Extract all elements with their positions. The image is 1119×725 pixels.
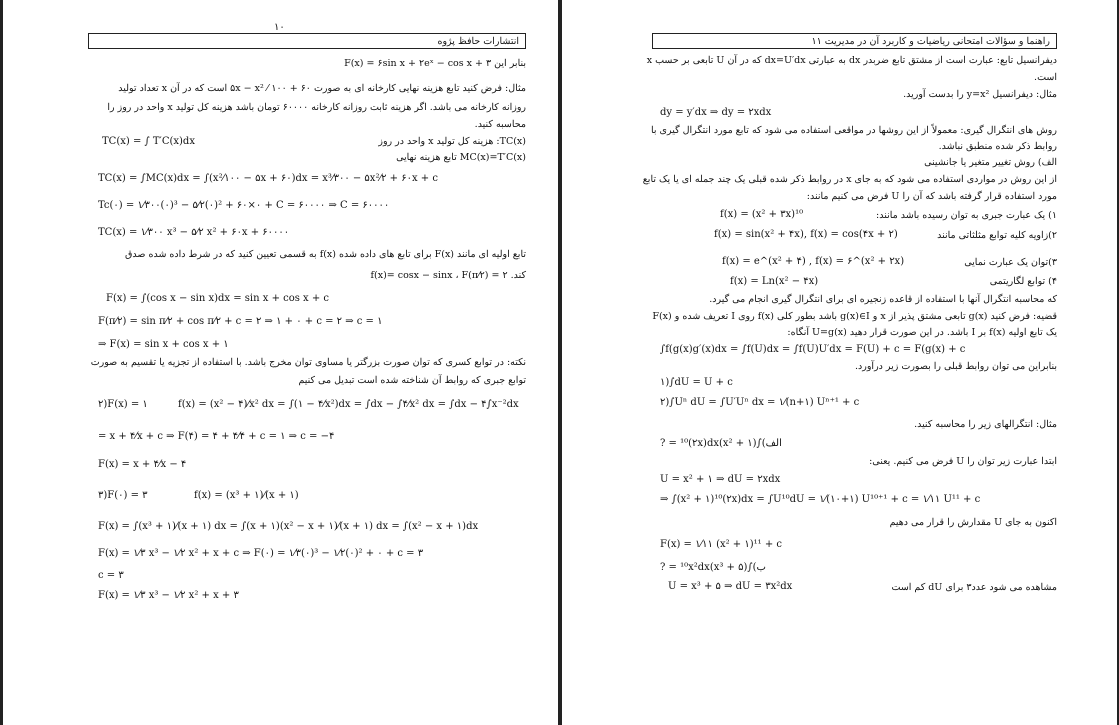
equation: c = ۳ [98, 570, 124, 581]
text-line: بنابر این F(x) = ۶sin x + ۲eˣ − cos x + ۳ [344, 58, 526, 69]
left-header-title: انتشارات حافظ پژوه [437, 36, 519, 47]
equation: ⇒ ∫(x² + ۱)¹⁰(۲x)dx = ∫U¹⁰dU = ۱⁄(۱۰+۱) U¹⁰⁺¹ + c = ۱⁄۱۱ U¹¹ + c [660, 494, 981, 505]
equation: f(x) = sin(x² + ۴x), f(x) = cos(۴x + ۲) [714, 229, 898, 240]
text-line: ابتدا عبارت زیر توان را U فرض می کنیم. یعنی: [869, 456, 1057, 467]
equation: ۳)F(۰) = ۳ [98, 490, 148, 501]
text-line: TC(x): هزینه کل تولید x واحد در روز [378, 136, 526, 147]
right-header-title: راهنما و سؤالات امتحانی ریاضیات و کاربرد آن در مدیریت ۱۱ [811, 36, 1050, 47]
equation: f(x) = Ln(x² − ۴x) [730, 276, 819, 287]
equation: Tc(۰) = ۱⁄۳۰۰(۰)³ − ۵⁄۲(۰)² + ۶۰×۰ + C = ۶۰۰۰۰ ⇒ C = ۶۰۰۰۰ [98, 200, 390, 211]
equation: ∫f(g(x)g′(x)dx = ∫f(U)dx = ∫f(U)U′dx = F(U) + c = F(g(x) + c [660, 344, 966, 355]
text-line: ۴) توابع لگاریتمی [989, 276, 1057, 287]
equation: TC(x) = ۱⁄۳۰۰ x³ − ۵⁄۲ x² + ۶۰x + ۶۰۰۰۰ [98, 227, 290, 238]
equation: الف)∫(x² + ۱)¹⁰(۲x)dx = ? [660, 438, 782, 449]
equation: F(x) = ۱⁄۱۱ (x² + ۱)¹¹ + c [660, 539, 782, 550]
text-line: ۳)توان یک عبارت نمایی [964, 257, 1057, 268]
text-line: تابع اولیه ای مانند F(x) برای تابع های داده شده f(x) به قسمی تعیین کنید که در شرط داده شده صدق [125, 249, 526, 260]
text-line: دیفرانسیل تابع: عبارت است از مشتق تابع ضربدر dx به عبارتی dx=U′dx که در آن U تابعی بر حسب x [646, 55, 1057, 66]
equation: F(x) = ۱⁄۳ x³ − ۱⁄۲ x² + x + ۳ [98, 590, 239, 601]
text-line: توابع جبری که روابط آن شناخته شده است تبدیل می کنیم [298, 375, 526, 386]
equation: ۱)∫dU = U + c [660, 377, 733, 388]
text-line: یک تابع اولیه f(x) بر I باشد. در این صورت قرار دهید U=g(x) آنگاه: [787, 327, 1057, 338]
text-line: مثال: انتگرالهای زیر را محاسبه کنید. [914, 419, 1057, 430]
equation: F(π⁄۲) = sin π⁄۲ + cos π⁄۲ + c = ۲ ⇒ ۱ + ۰ + c = ۲ ⇒ c = ۱ [98, 316, 383, 327]
text-line: MC(x)=T′C(x) تابع هزینه نهایی [396, 152, 526, 163]
text-line: روش های انتگرال گیری: معمولاً از این روشها در مواقعی استفاده می شود که تابع مورد انتگرال گیری با [651, 125, 1057, 136]
text-line: مورد استفاده قرار گرفته باشد که آن را U فرض می کنیم مانند: [806, 191, 1057, 202]
text-line: روابط ذکر شده منطبق نباشد. [938, 141, 1057, 152]
text-line: نکته: در توابع کسری که توان صورت بزرگتر یا مساوی توان مخرج باشد. با استفاده از تجزیه یا تقسیم به صورت [90, 357, 526, 368]
equation: F(x) = x + ۴⁄x − ۴ [98, 459, 187, 470]
text-line: قضیه: فرض کنید g(x) تابعی مشتق پذیر از x و g(x)∈I باشد بطور کلی f(x) روی I تعریف شده و F(x) [652, 311, 1057, 322]
equation: ۲)F(x) = ۱ [98, 399, 148, 410]
equation: TC(x) = ∫MC(x)dx = ∫(x²⁄۱۰۰ − ۵x + ۶۰)dx = x³⁄۳۰۰ − ۵x²⁄۲ + ۶۰x + c [98, 173, 438, 184]
text-line: که محاسبه انتگرال آنها با استفاده از قاعده زنجیره ای برای انتگرال گیری انجام می گیرد. [709, 294, 1057, 305]
left-header [88, 33, 526, 49]
right-page [642, 0, 1057, 725]
text-line: بنابراین می توان روابط قبلی را بصورت زیر درآورد. [855, 361, 1057, 372]
text-line: ۱) یک عبارت جبری به توان رسیده باشد مانند: [876, 210, 1057, 221]
text-line: محاسبه کنید. [474, 119, 526, 130]
left-page [88, 0, 526, 725]
equation: f(x) = (x² + ۳x)¹⁰ [720, 209, 804, 220]
text-line: است. [1034, 72, 1057, 83]
right-header [652, 33, 1057, 49]
equation: TC(x) = ∫ T′C(x)dx [102, 136, 195, 147]
text-line: الف) روش تغییر متغیر یا جانشینی [924, 157, 1057, 168]
equation: f(x) = (x³ + ۱)⁄(x + ۱) [194, 490, 299, 501]
equation: f(x) = e^(x² + ۴) , f(x) = ۶^(x² + ۲x) [722, 256, 905, 267]
text-line: مثال: فرض کنید تابع هزینه نهایی کارخانه ای به صورت ۶۰ + ۵x − x² ⁄ ۱۰۰ است که در آن x تعداد تولید [118, 83, 526, 94]
equation: dy = y′dx ⇒ dy = ۲xdx [660, 107, 772, 118]
equation: ب)∫(x³ + ۵)¹⁰x²dx = ? [660, 562, 766, 573]
equation: = x + ۴⁄x + c ⇒ F(۴) = ۴ + ۴⁄۴ + c = ۱ ⇒ c = −۴ [98, 431, 335, 442]
text-line: از این روش در مواردی استفاده می شود که به جای x در روابط ذکر شده قبلی یک چند جمله ای یا یک تابع [642, 174, 1057, 185]
equation: ⇒ F(x) = sin x + cos x + ۱ [98, 339, 229, 350]
page-number: ۱۰ [274, 22, 285, 33]
text-line: مشاهده می شود عدد۳ برای dU کم است [891, 582, 1057, 593]
text-line: روزانه کارخانه می باشد. اگر هزینه ثابت روزانه کارخانه ۶۰۰۰۰ تومان باشد هزینه کل تولید x واحد در روز را [107, 102, 526, 113]
text-line: کند. f(x)= cosx − sinx ، F(π⁄۲) = ۲ [370, 270, 526, 281]
equation: ۲)∫Uⁿ dU = ∫U′Uⁿ dx = ۱⁄(n+۱) Uⁿ⁺¹ + c [660, 397, 860, 408]
left-border [0, 0, 3, 725]
equation: f(x) = (x² − ۴)⁄x² dx = ∫(۱ − ۴⁄x²)dx = ∫dx − ∫۴⁄x² dx = ∫dx − ۴∫x⁻²dx [178, 399, 519, 410]
page-divider [558, 0, 562, 725]
text-line: مثال: دیفرانسیل y=x² را بدست آورید. [903, 89, 1057, 100]
equation: U = x² + ۱ ⇒ dU = ۲xdx [660, 474, 781, 485]
text-line: ۲)زاویه کلیه توابع مثلثاتی مانند [937, 230, 1057, 241]
equation: F(x) = ∫(cos x − sin x)dx = sin x + cos x + c [106, 293, 330, 304]
equation: U = x³ + ۵ ⇒ dU = ۳x²dx [668, 581, 793, 592]
text-line: اکنون به جای U مقدارش را قرار می دهیم [889, 517, 1057, 528]
equation: F(x) = ∫(x³ + ۱)⁄(x + ۱) dx = ∫(x + ۱)(x² − x + ۱)⁄(x + ۱) dx = ∫(x² − x + ۱)dx [98, 521, 479, 532]
equation: F(x) = ۱⁄۳ x³ − ۱⁄۲ x² + x + c ⇒ F(۰) = ۱⁄۳(۰)³ − ۱⁄۲(۰)² + ۰ + c = ۳ [98, 548, 424, 559]
